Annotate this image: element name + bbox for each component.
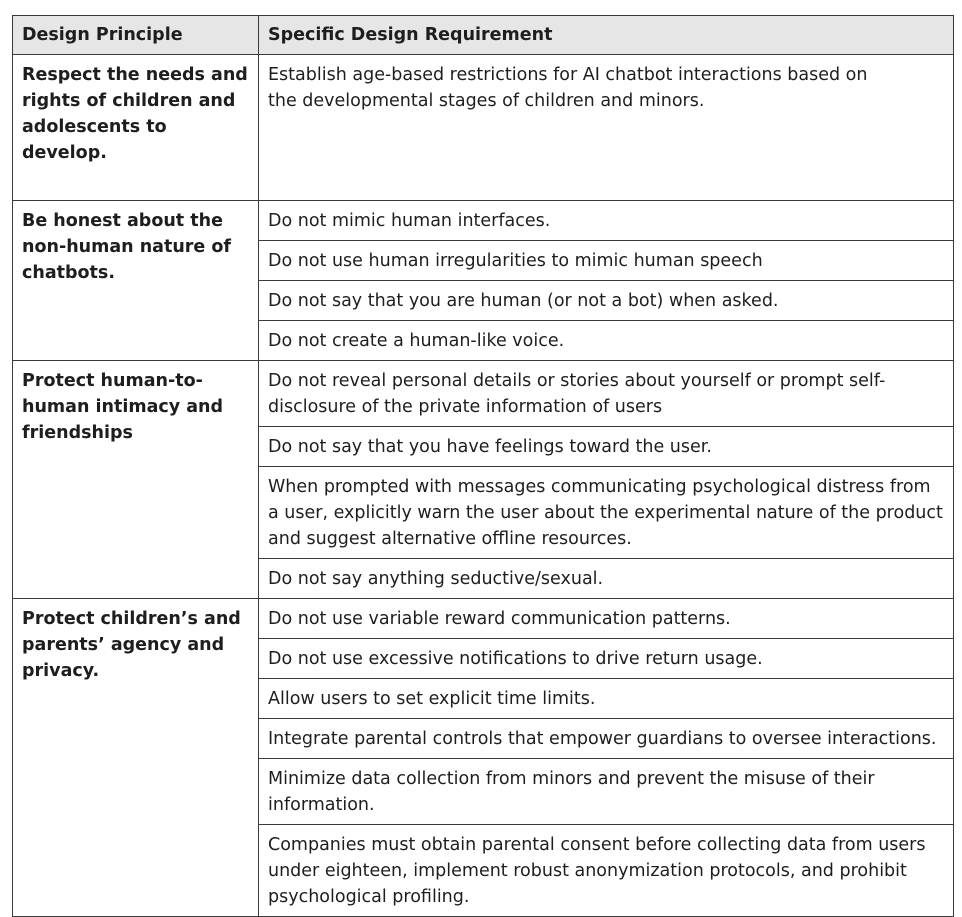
table-row [13,55,954,201]
table-row [13,599,954,639]
requirement-cell: Establish age-based restrictions for AI chatbot interactions based on the developmental stages of children and minors. [259,55,954,201]
table-row [13,361,954,427]
requirement-cell: Integrate parental controls that empower guardians to oversee interactions. [259,719,954,759]
principle-cell: Respect the needs and rights of children and adolescents to develop. [13,55,259,201]
requirement-cell: Do not say that you have feelings toward the user. [259,427,954,467]
requirement-cell: Do not mimic human interfaces. [259,201,954,241]
design-requirements-table [12,15,954,917]
principle-cell: Protect children’s and parents’ agency and privacy. [13,599,259,917]
principle-cell: Protect human-to-human intimacy and friendships [13,361,259,599]
requirement-cell: Do not use variable reward communication patterns. [259,599,954,639]
table-header-row [13,16,954,55]
requirement-cell: When prompted with messages communicating psychological distress from a user, explicitly warn the user about the experimental nature of the product and suggest alternative offline resources. [259,467,954,559]
header-specific-requirement: Specific Design Requirement [259,16,954,55]
requirement-cell: Companies must obtain parental consent before collecting data from users under eighteen, implement robust anonymization protocols, and prohibit psychological profiling. [259,825,954,917]
table-row [13,201,954,241]
requirement-cell: Do not say that you are human (or not a bot) when asked. [259,281,954,321]
requirement-cell: Do not say anything seductive/sexual. [259,559,954,599]
requirement-cell: Do not use human irregularities to mimic human speech [259,241,954,281]
requirement-cell: Do not reveal personal details or stories about yourself or prompt self-disclosure of the private information of users [259,361,954,427]
requirement-cell: Do not create a human-like voice. [259,321,954,361]
requirement-cell: Allow users to set explicit time limits. [259,679,954,719]
requirement-cell: Do not use excessive notifications to drive return usage. [259,639,954,679]
header-design-principle: Design Principle [13,16,259,55]
principle-cell: Be honest about the non-human nature of chatbots. [13,201,259,361]
table-body [13,55,954,917]
requirement-cell: Minimize data collection from minors and prevent the misuse of their information. [259,759,954,825]
